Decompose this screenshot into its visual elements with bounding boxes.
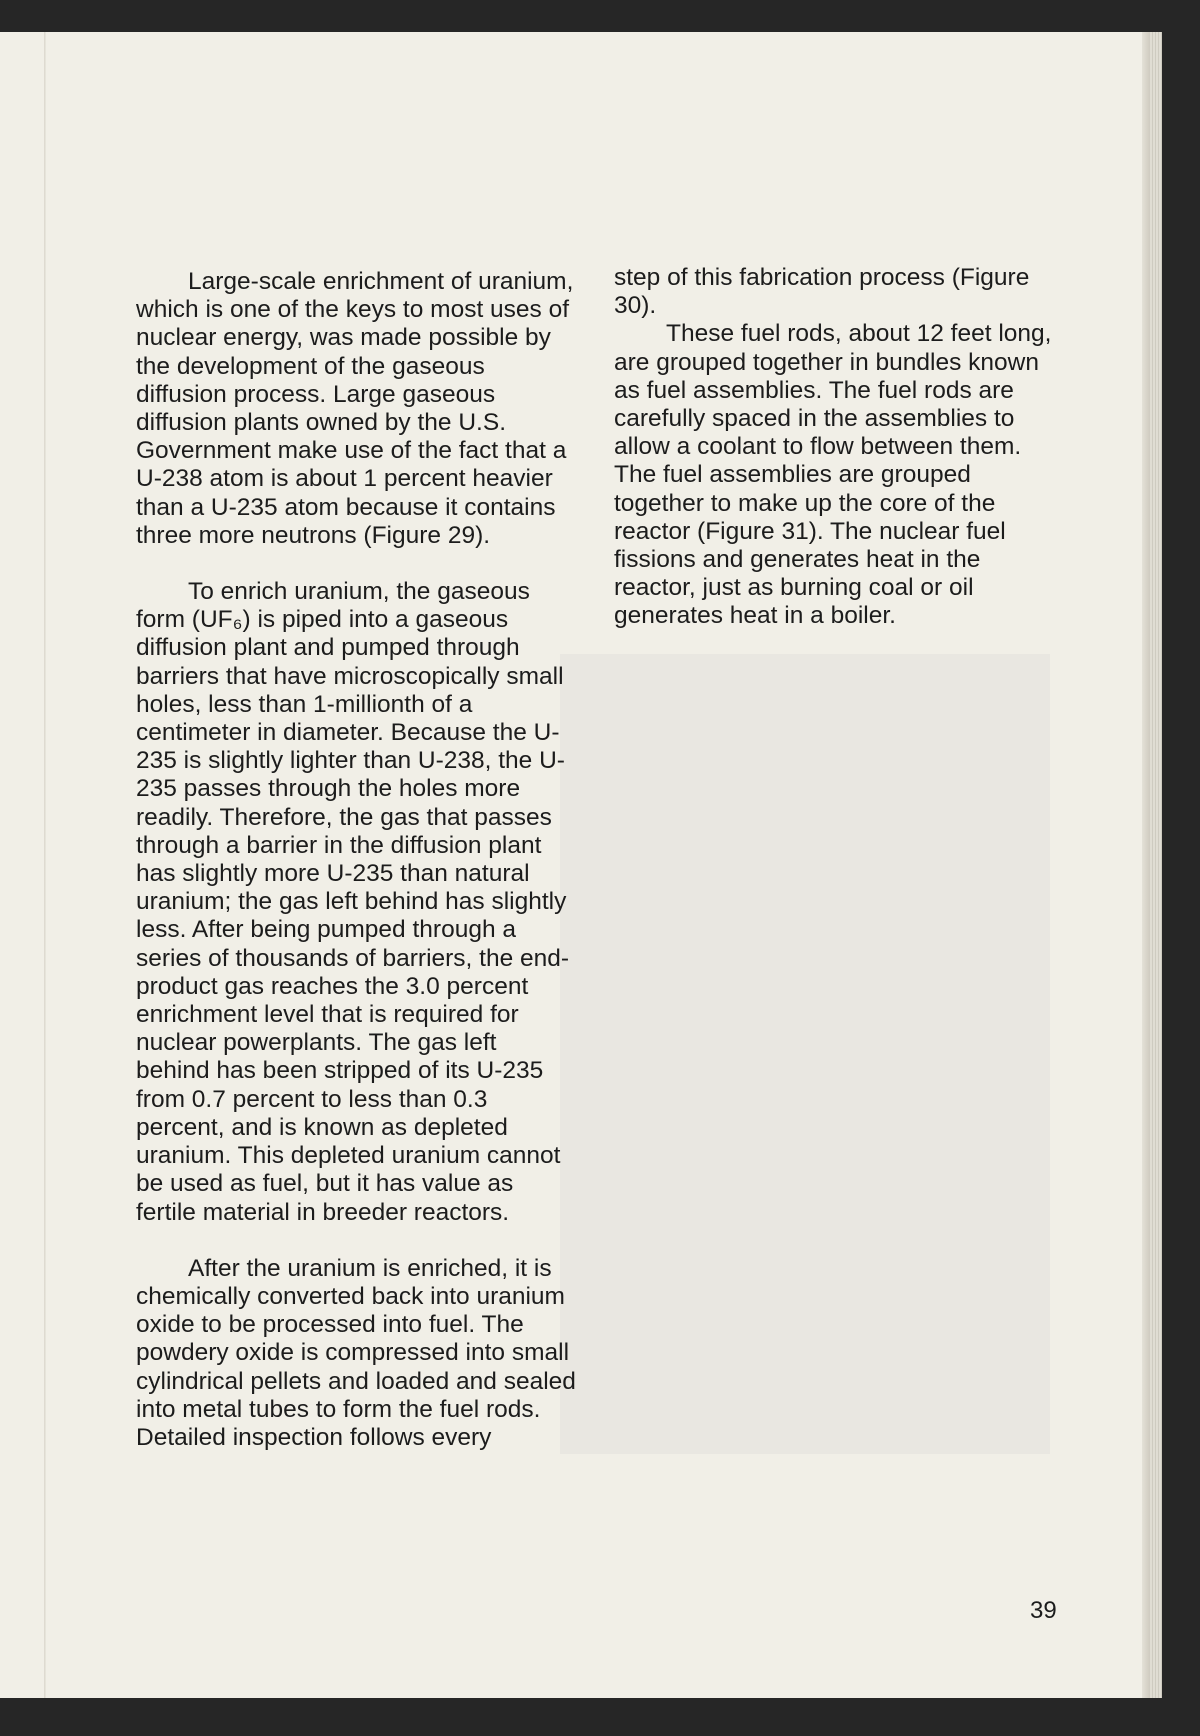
- left-text-column: [136, 268, 576, 1452]
- page-gutter: [44, 32, 46, 1698]
- right-text-column: [614, 264, 1054, 631]
- show-through-shadow: [560, 654, 1050, 1454]
- page-edge-shadow: [1142, 32, 1150, 1698]
- paragraph-conversion: After the uranium is enriched, it is chemically converted back into uranium oxide to be processed into fuel. The powdery oxide is compressed into small cylindrical pellets and loaded and sealed into metal tubes to form the fuel rods. Detailed inspection follows every: [136, 1254, 576, 1451]
- page-number: 39: [1030, 1597, 1057, 1624]
- paragraph-gaseous-diffusion: To enrich uranium, the gaseous form (UF₆) is piped into a gaseous diffusion plant and pumped through barriers that have microscopically small holes, less than 1-millionth of a centimeter in diameter. Because the U-235 is slightly lighter than U-238, the U-235 passes through the holes more readily. Therefore, the gas that passes through a barrier in the diffusion plant has slightly more U-235 than natural uranium; the gas left behind has slightly less. After being pumped through a series of thousands of barriers, the end-product gas reaches the 3.0 percent enrichment level that is required for nuclear powerplants. The gas left behind has been stripped of its U-235 from 0.7 percent to less than 0.3 percent, and is known as depleted uranium. This depleted uranium cannot be used as fuel, but it has value as fertile material in breeder reactors.: [136, 578, 570, 1226]
- paragraph-fuel-rods: These fuel rods, about 12 feet long, are grouped together in bundles known as fuel assemblies. The fuel rods are carefully spaced in the assemblies to allow a coolant to flow between them. The fuel assemblies are grouped together to make up the core of the reactor (Figure 31). The nuclear fuel fissions and generates heat in the reactor, just as burning coal or oil generates heat in a boiler.: [614, 320, 1052, 630]
- book-page: [0, 32, 1150, 1698]
- paragraph-enrichment: Large-scale enrichment of uranium, which is one of the keys to most uses of nuclear energy, was made possible by the development of the gaseous diffusion process. Large gaseous diffusion plants owned by the U.S. Government make use of the fact that a U-238 atom is about 1 percent heavier than a U-235 atom because it contains three more neutrons (Figure 29).: [136, 268, 574, 549]
- page-stack-edge: [1150, 32, 1162, 1698]
- paragraph-continuation: step of this fabrication process (Figure 30).: [614, 264, 1030, 320]
